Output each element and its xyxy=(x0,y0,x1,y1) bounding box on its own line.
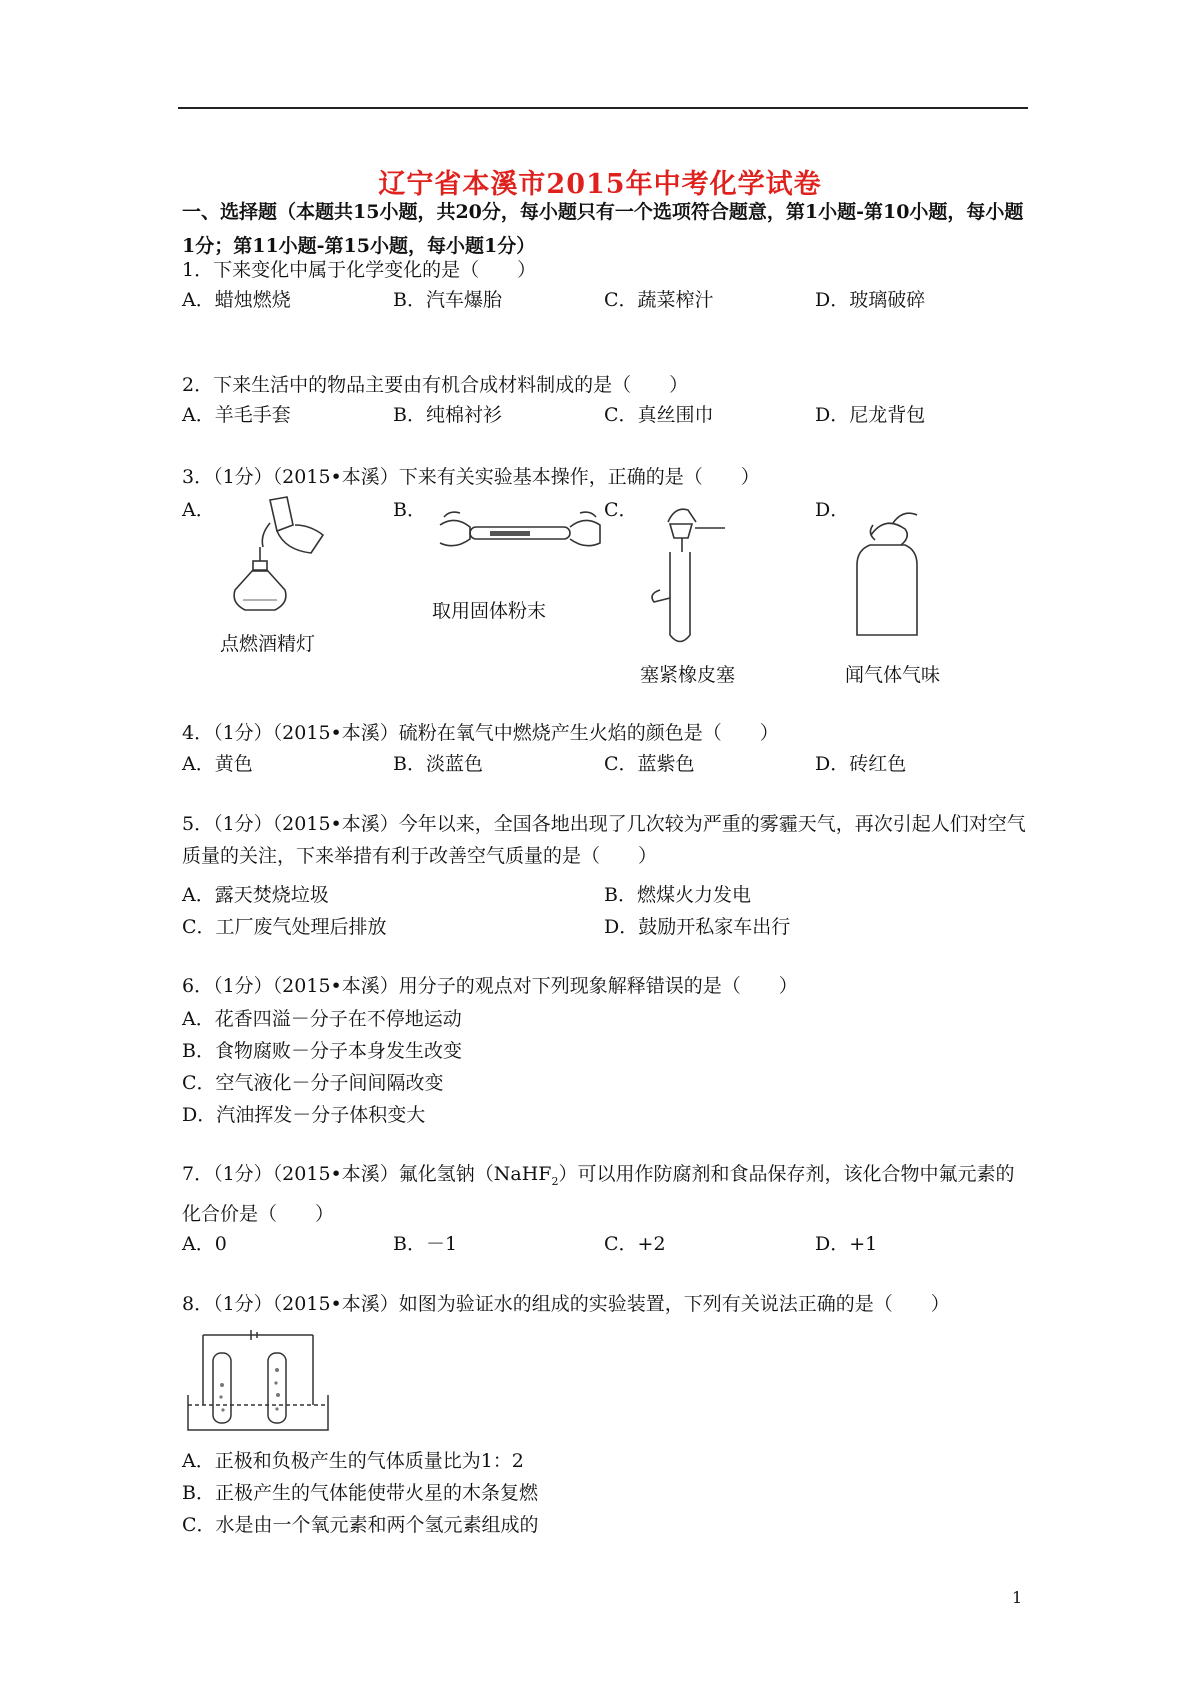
q4-option-b: B．淡蓝色 xyxy=(393,753,483,775)
q2-option-b: B．纯棉衬衫 xyxy=(393,404,502,426)
question-1-stem: 1．下来变化中属于化学变化的是（ ） xyxy=(182,259,537,281)
q4-option-c: C．蓝紫色 xyxy=(604,753,695,775)
page-title: 辽宁省本溪市2015年中考化学试卷 xyxy=(378,169,822,200)
gas-bottle-figure xyxy=(845,505,935,645)
q5-option-d: D．鼓励开私家车出行 xyxy=(604,916,791,938)
q8-option-a: A．正极和负极产生的气体质量比为1：2 xyxy=(182,1450,524,1472)
question-8-stem: 8．（1分）（2015•本溪）如图为验证水的组成的实验装置，下列有关说法正确的是（ ） xyxy=(182,1293,950,1315)
q1-option-c: C．蔬菜榨汁 xyxy=(604,289,714,311)
question-2-stem: 2．下来生活中的物品主要由有机合成材料制成的是（ ） xyxy=(182,374,689,396)
q7-stem-subscript: 2 xyxy=(551,1174,559,1188)
q3-option-a: A． xyxy=(182,499,215,521)
q7-stem-part2: ）可以用作防腐剂和食品保存剂，该化合物中氟元素的化合价是（ ） xyxy=(182,1163,1015,1225)
question-4-stem: 4．（1分）（2015•本溪）硫粉在氧气中燃烧产生火焰的颜色是（ ） xyxy=(182,722,779,744)
alcohol-lamp-figure xyxy=(215,495,335,620)
q5-option-a: A．露天焚烧垃圾 xyxy=(182,884,329,906)
q1-option-a: A．蜡烛燃烧 xyxy=(182,289,291,311)
q2-option-c: C．真丝围巾 xyxy=(604,404,714,426)
q3-caption-b: 取用固体粉末 xyxy=(432,600,547,622)
question-7-stem xyxy=(182,1158,1028,1230)
q3-caption-c: 塞紧橡皮塞 xyxy=(640,664,736,686)
q7-stem-part1: 7．（1分）（2015•本溪）氟化氢钠（NaHF xyxy=(182,1163,552,1185)
rubber-stopper-figure xyxy=(640,500,730,650)
q7-option-a: A．0 xyxy=(182,1233,227,1255)
page-number: 1 xyxy=(1012,1588,1023,1607)
q6-option-c: C．空气液化－分子间间隔改变 xyxy=(182,1072,444,1094)
q6-option-b: B．食物腐败－分子本身发生改变 xyxy=(182,1040,462,1062)
question-3-stem: 3．（1分）（2015•本溪）下来有关实验基本操作，正确的是（ ） xyxy=(182,466,760,488)
test-tube-powder-figure xyxy=(430,505,605,565)
q2-option-d: D．尼龙背包 xyxy=(815,404,926,426)
section-heading: 一、选择题（本题共15小题，共20分，每小题只有一个选项符合题意，第1小题-第10小题，每小题1分；第11小题-第15小题，每小题1分） xyxy=(182,201,1024,257)
q8-option-c: C．水是由一个氧元素和两个氢元素组成的 xyxy=(182,1514,539,1536)
q3-option-c: C． xyxy=(604,499,638,521)
q1-option-b: B．汽车爆胎 xyxy=(393,289,502,311)
q7-option-c: C．+2 xyxy=(604,1233,666,1255)
q5-option-c: C．工厂废气处理后排放 xyxy=(182,916,387,938)
q5-option-b: B．燃煤火力发电 xyxy=(604,884,751,906)
q6-option-a: A．花香四溢－分子在不停地运动 xyxy=(182,1008,462,1030)
q6-option-d: D．汽油挥发－分子体积变大 xyxy=(182,1104,426,1126)
q8-option-b: B．正极产生的气体能使带火星的木条复燃 xyxy=(182,1482,538,1504)
q3-caption-d: 闻气体气味 xyxy=(845,664,941,686)
question-6-stem: 6．（1分）（2015•本溪）用分子的观点对下列现象解释错误的是（ ） xyxy=(182,975,798,997)
question-5-stem: 5．（1分）（2015•本溪）今年以来，全国各地出现了几次较为严重的雾霾天气，再次引起人们对空气质量的关注，下来举措有利于改善空气质量的是（ ） xyxy=(182,813,1026,867)
header-rule xyxy=(178,107,1028,109)
q3-option-b: B． xyxy=(393,499,426,521)
q1-option-d: D．玻璃破碎 xyxy=(815,289,926,311)
q4-option-d: D．砖红色 xyxy=(815,753,907,775)
q4-option-a: A．黄色 xyxy=(182,753,253,775)
q7-option-b: B．－1 xyxy=(393,1233,458,1255)
q3-caption-a: 点燃酒精灯 xyxy=(220,633,316,655)
q3-option-d: D． xyxy=(815,499,850,521)
electrolysis-apparatus-figure xyxy=(183,1325,333,1435)
q2-option-a: A．羊毛手套 xyxy=(182,404,291,426)
q7-option-d: D．+1 xyxy=(815,1233,878,1255)
